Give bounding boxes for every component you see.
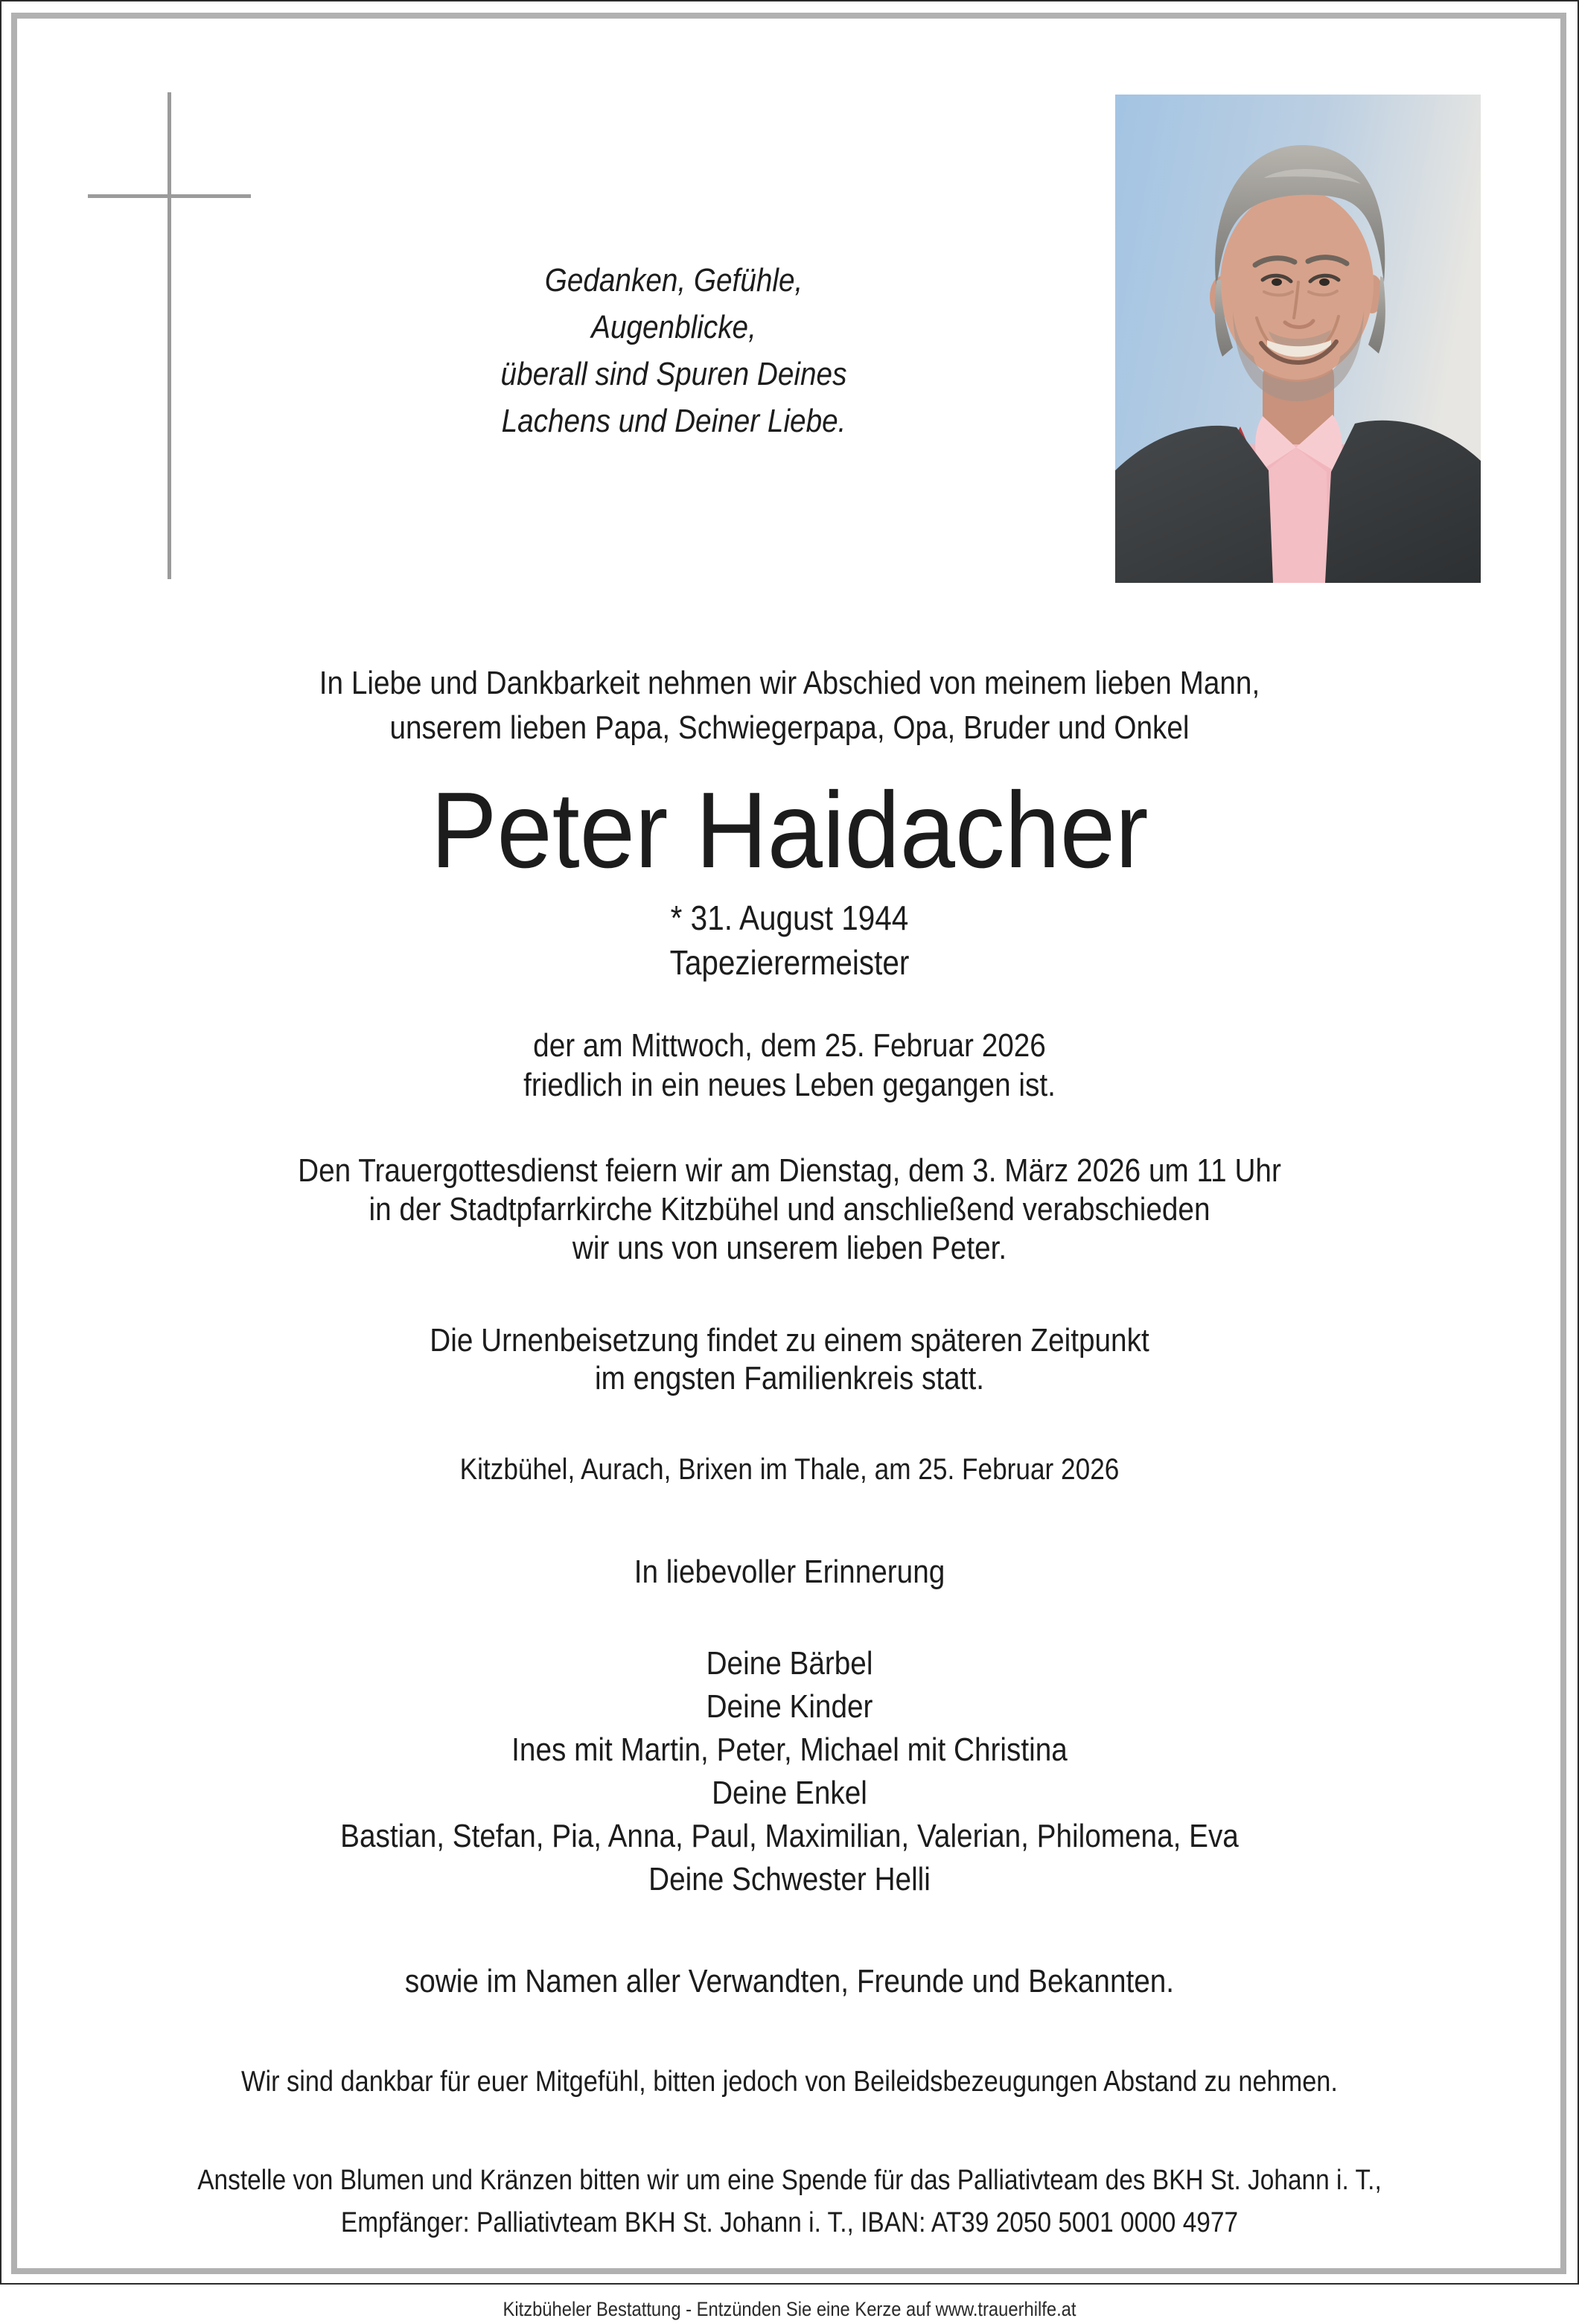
intro-line: unserem lieben Papa, Schwiegerpapa, Opa, Bruder und Onkel xyxy=(389,709,1190,746)
funeral-home-footer: Kitzbüheler Bestattung - Entzünden Sie eine Kerze auf www.trauerhilfe.at xyxy=(503,2298,1076,2320)
mourning-family-list xyxy=(95,1642,1484,1901)
donation-request xyxy=(95,2159,1484,2244)
family-line: Deine Kinder xyxy=(706,1688,873,1725)
death-statement xyxy=(95,1026,1484,1105)
condolence-note: Wir sind dankbar für euer Mitgefühl, bitten jedoch von Beileidsbezeugungen Abstand zu nehmen. xyxy=(241,2066,1338,2098)
donation-line: Empfänger: Palliativteam BKH St. Johann i. T., IBAN: AT39 2050 5001 0000 4977 xyxy=(340,2207,1239,2238)
family-line: Ines mit Martin, Peter, Michael mit Christina xyxy=(511,1731,1068,1768)
poem-line: Lachens und Deiner Liebe. xyxy=(501,403,846,439)
service-line: Den Trauergottesdienst feiern wir am Dienstag, dem 3. März 2026 um 11 Uhr xyxy=(298,1152,1281,1189)
farewell-intro xyxy=(95,661,1484,750)
poem-line: Gedanken, Gefühle, xyxy=(544,262,803,299)
service-line: in der Stadtpfarrkirche Kitzbühel und anschließend verabschieden xyxy=(369,1191,1210,1228)
death-line: friedlich in ein neues Leben gegangen ist. xyxy=(523,1067,1056,1103)
intro-line: In Liebe und Dankbarkeit nehmen wir Abschied von meinem lieben Mann, xyxy=(319,665,1260,701)
service-info xyxy=(95,1152,1484,1268)
memorial-poem xyxy=(81,257,1267,444)
place-date-line: Kitzbühel, Aurach, Brixen im Thale, am 25. Februar 2026 xyxy=(459,1453,1120,1486)
donation-line: Anstelle von Blumen und Kränzen bitten wir um eine Spende für das Palliativteam des BKH St. Johann i. T., xyxy=(197,2165,1382,2196)
family-line: Deine Enkel xyxy=(712,1775,867,1811)
burial-info xyxy=(95,1321,1484,1397)
deceased-name: Peter Haidacher xyxy=(430,770,1149,890)
closing-line: sowie im Namen aller Verwandten, Freunde und Bekannten. xyxy=(404,1963,1175,1999)
profession: Tapezierermeister xyxy=(669,943,910,982)
poem-line: Augenblicke, xyxy=(591,309,756,345)
birth-date: * 31. August 1944 xyxy=(670,898,909,937)
poem-line: überall sind Spuren Deines xyxy=(500,356,847,392)
family-line: Deine Schwester Helli xyxy=(648,1861,931,1897)
cross-horizontal-bar xyxy=(88,194,251,198)
burial-line: Die Urnenbeisetzung findet zu einem späteren Zeitpunkt xyxy=(430,1322,1149,1359)
birth-and-profession xyxy=(95,896,1484,985)
burial-line: im engsten Familienkreis statt. xyxy=(595,1360,984,1396)
family-line: Deine Bärbel xyxy=(706,1645,873,1682)
family-line: Bastian, Stefan, Pia, Anna, Paul, Maximilian, Valerian, Philomena, Eva xyxy=(340,1818,1239,1854)
death-line: der am Mittwoch, dem 25. Februar 2026 xyxy=(533,1027,1046,1064)
service-line: wir uns von unserem lieben Peter. xyxy=(572,1230,1007,1266)
remembrance-heading: In liebevoller Erinnerung xyxy=(634,1554,945,1590)
